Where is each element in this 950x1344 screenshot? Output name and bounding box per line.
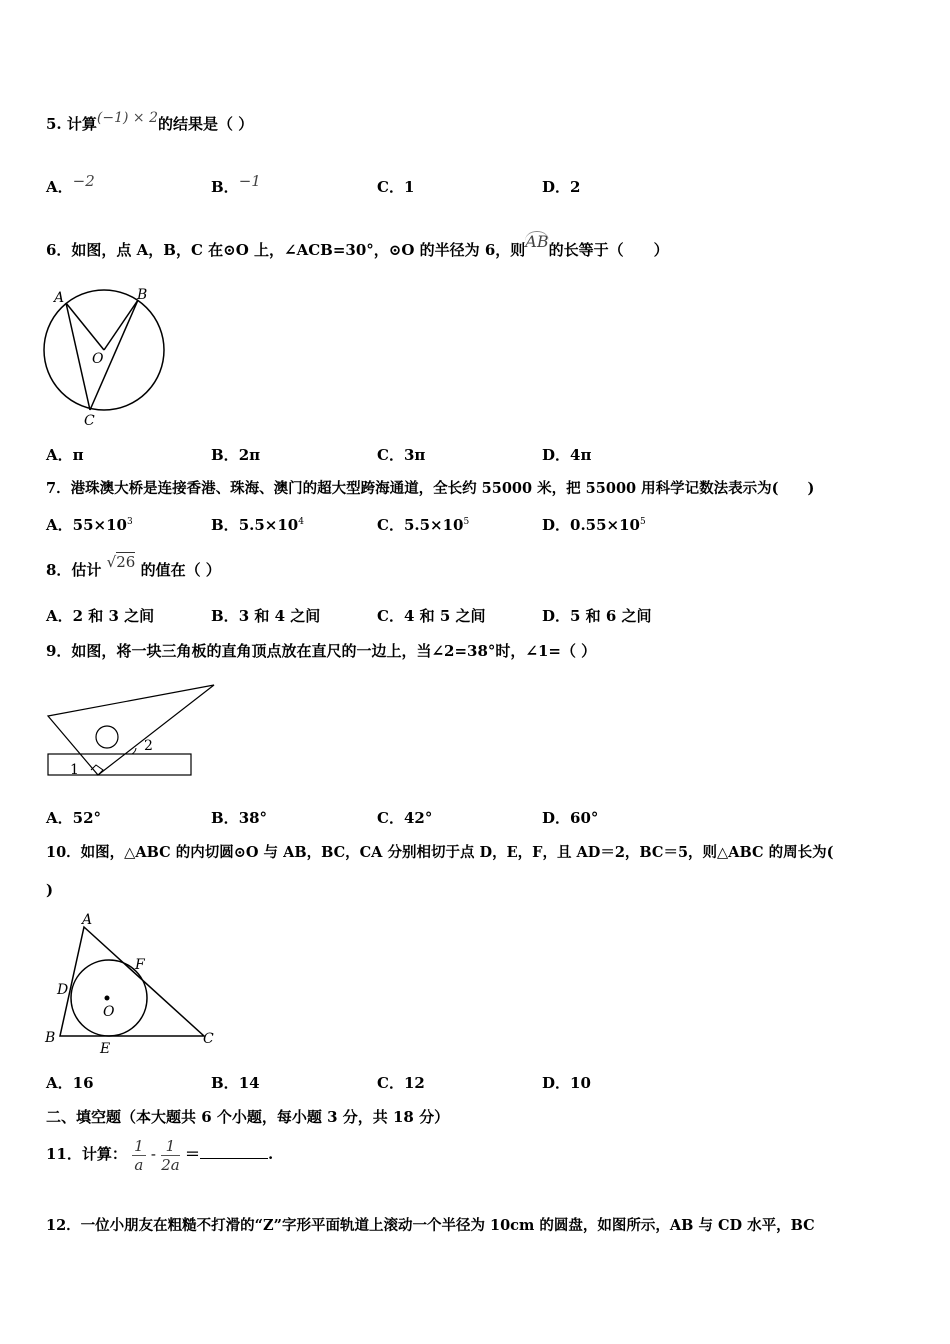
- q8-option-a[interactable]: [46, 606, 154, 626]
- q7-option-d[interactable]: [542, 512, 646, 535]
- q9-label-1: 1: [70, 762, 79, 778]
- q11-fraction-1: [132, 1137, 146, 1174]
- q10-stem: 10．如图，△ABC 的内切圆⊙O 与 AB，BC，CA 分别相切于点 D，E，F，且 AD＝2，BC＝5，则△ABC 的周长为(: [46, 844, 834, 861]
- option-label: C．: [377, 607, 404, 625]
- option-value: 5 和 6 之间: [570, 607, 652, 625]
- option-value: 1: [403, 178, 415, 196]
- q6-label-o: O: [92, 351, 104, 367]
- option-value: 2 和 3 之间: [72, 607, 155, 625]
- q11-end: .: [267, 1145, 274, 1163]
- q11-stem: [46, 1134, 273, 1174]
- option-label: B．: [211, 446, 239, 464]
- q6-segment-bo: [104, 300, 138, 350]
- option-value: 14: [238, 1074, 260, 1092]
- q10-option-b[interactable]: [211, 1073, 260, 1093]
- option-label: C．: [377, 1074, 404, 1092]
- q6-circle-figure: [40, 284, 172, 430]
- q11-minus: -: [150, 1145, 156, 1163]
- option-value: −1: [238, 172, 261, 190]
- fraction-denominator: 2a: [161, 1155, 180, 1174]
- q10-option-a[interactable]: [46, 1073, 94, 1093]
- option-base: 0.55×10: [570, 516, 640, 534]
- q10-label-b: B: [45, 1030, 56, 1046]
- q8-radicand: 26: [116, 553, 136, 571]
- fraction-denominator: a: [134, 1155, 144, 1174]
- option-value: 38°: [238, 809, 268, 827]
- option-exponent: 5: [640, 517, 646, 527]
- q6-arc-ab: AB: [525, 232, 549, 251]
- q10-label-e: E: [100, 1041, 111, 1057]
- q11-fraction-2: [161, 1137, 180, 1174]
- q9-ruler-triangle-figure: [40, 678, 226, 782]
- q6-suffix: 的长等于（ ）: [548, 241, 669, 259]
- option-label: A．: [46, 1074, 73, 1092]
- option-value: −2: [72, 172, 95, 190]
- q9-option-a[interactable]: [46, 808, 101, 828]
- q5-stem: [46, 110, 254, 135]
- q9-option-c[interactable]: [377, 808, 432, 828]
- q6-stem: [46, 232, 669, 260]
- option-base: 5.5×10: [403, 516, 464, 534]
- q8-option-d[interactable]: [542, 606, 652, 626]
- option-value: 16: [72, 1074, 94, 1092]
- q11-answer-blank[interactable]: [200, 1144, 268, 1159]
- option-value: 12: [403, 1074, 425, 1092]
- option-value: 60°: [570, 809, 599, 827]
- q10-center-dot: [105, 996, 110, 1001]
- option-base: 5.5×10: [238, 516, 299, 534]
- q8-prefix: 8．估计: [46, 561, 102, 579]
- q7-stem: 7．港珠澳大桥是连接香港、珠海、澳门的超大型跨海通道，全长约 55000 米，把 55000 用科学记数法表示为( ): [46, 480, 815, 497]
- q6-label-c: C: [84, 413, 95, 429]
- q8-sqrt: √26: [106, 553, 136, 571]
- option-label: D．: [542, 1074, 571, 1092]
- q10-option-c[interactable]: [377, 1073, 425, 1093]
- option-base: 55×10: [72, 516, 127, 534]
- option-exponent: 5: [463, 517, 470, 527]
- option-value: 2π: [238, 446, 261, 464]
- q9-stem: 9．如图，将一块三角板的直角顶点放在直尺的一边上，当∠2=38°时，∠1=（ ）: [46, 642, 597, 660]
- option-label: A．: [46, 446, 73, 464]
- option-value: 2: [570, 178, 581, 196]
- option-label: D．: [542, 446, 571, 464]
- q9-triangle-hole: [96, 726, 118, 748]
- option-label: C．: [377, 809, 404, 827]
- q11-equals: ＝: [184, 1145, 200, 1163]
- option-value: 4π: [570, 446, 592, 464]
- option-exponent: 3: [126, 517, 133, 527]
- option-label: B．: [211, 809, 239, 827]
- q6-prefix: 6．如图，点 A，B，C 在⊙O 上，∠ACB=30°，⊙O 的半径为 6，则: [46, 241, 526, 259]
- q5-prefix: 5. 计算: [46, 115, 97, 133]
- q10-option-d[interactable]: [542, 1073, 591, 1093]
- q7-option-a[interactable]: [46, 512, 133, 535]
- option-label: B．: [211, 516, 239, 534]
- q7-option-b[interactable]: [211, 512, 304, 535]
- option-value: 10: [570, 1074, 591, 1092]
- q5-suffix: 的结果是（ ）: [158, 115, 254, 133]
- q6-option-c[interactable]: [377, 445, 425, 465]
- q10-label-o: O: [103, 1004, 115, 1020]
- option-value: π: [72, 446, 84, 464]
- q5-option-d[interactable]: [542, 177, 580, 197]
- q5-expression: (−1) × 2: [96, 110, 158, 126]
- option-label: A．: [46, 809, 73, 827]
- option-label: B．: [211, 1074, 239, 1092]
- option-label: A．: [46, 178, 73, 196]
- option-value: 3π: [403, 446, 426, 464]
- q8-option-c[interactable]: [377, 606, 486, 626]
- q5-option-a[interactable]: [46, 172, 95, 197]
- q10-label-f: F: [135, 957, 145, 973]
- option-value: 52°: [72, 809, 102, 827]
- q10-label-d: D: [57, 982, 69, 998]
- q8-option-b[interactable]: [211, 606, 320, 626]
- q6-option-d[interactable]: [542, 445, 591, 465]
- option-label: D．: [542, 516, 571, 534]
- q10-triangle: [60, 927, 204, 1036]
- option-exponent: 4: [298, 517, 304, 527]
- q6-segment-ca: [66, 303, 90, 410]
- q6-option-a[interactable]: [46, 445, 84, 465]
- option-label: A．: [46, 607, 73, 625]
- fraction-numerator: 1: [134, 1136, 144, 1155]
- q9-option-d[interactable]: [542, 808, 598, 828]
- option-value: 3 和 4 之间: [238, 607, 321, 625]
- option-label: C．: [377, 516, 404, 534]
- option-label: D．: [542, 178, 571, 196]
- option-value: 4 和 5 之间: [403, 607, 486, 625]
- q6-option-b[interactable]: [211, 445, 260, 465]
- q6-label-a: A: [54, 290, 65, 306]
- q5-option-c[interactable]: [377, 177, 414, 197]
- q10-incircle-figure: [40, 910, 226, 1058]
- section2-title: 二、填空题（本大题共 6 个小题，每小题 3 分，共 18 分）: [46, 1108, 450, 1126]
- q10-label-c: C: [203, 1031, 214, 1047]
- q5-option-b[interactable]: [211, 172, 261, 197]
- q10-label-a: A: [82, 912, 93, 928]
- option-label: B．: [211, 607, 239, 625]
- option-label: A．: [46, 516, 73, 534]
- q12-stem: 12．一位小朋友在粗糙不打滑的“Z”字形平面轨道上滚动一个半径为 10cm 的圆盘，如图所示，AB 与 CD 水平，BC: [46, 1217, 815, 1234]
- option-label: D．: [542, 809, 571, 827]
- fraction-numerator: 1: [161, 1137, 180, 1156]
- option-label: D．: [542, 607, 571, 625]
- q9-label-2: 2: [144, 738, 153, 754]
- q7-option-c[interactable]: [377, 512, 469, 535]
- q9-option-b[interactable]: [211, 808, 267, 828]
- q8-stem: [46, 553, 221, 580]
- option-value: 42°: [403, 809, 433, 827]
- q8-suffix: 的值在（ ）: [140, 561, 221, 579]
- option-label: B．: [211, 178, 239, 196]
- q10-stem-end: ): [46, 881, 54, 899]
- option-label: C．: [377, 178, 404, 196]
- option-label: C．: [377, 446, 404, 464]
- q6-label-b: B: [137, 287, 148, 303]
- q11-prefix: 11．计算：: [46, 1145, 127, 1163]
